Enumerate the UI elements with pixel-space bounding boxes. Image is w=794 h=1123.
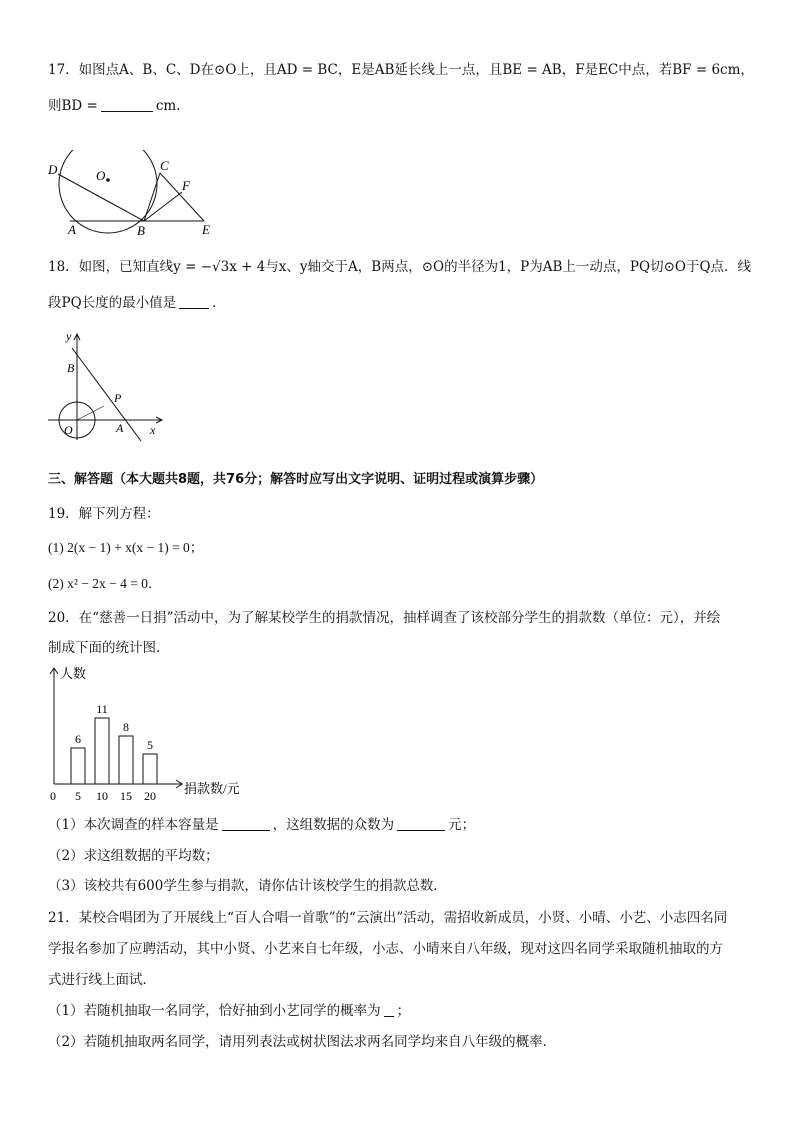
q19-stem: 19．解下列方程：: [48, 506, 160, 522]
q20-part3: （3）该校共有600学生参与捐款，请你估计该校学生的捐款总数．: [48, 878, 447, 894]
bar: [143, 754, 157, 784]
q20-mode-blank: [397, 816, 445, 831]
q21-part1-a: （1）若随机抽取一名同学，恰好抽到小艺同学的概率为: [48, 1003, 381, 1019]
q20-part2: （2）求这组数据的平均数；: [48, 848, 219, 864]
bar: [71, 748, 85, 784]
section-3-title: 三、解答题（本大题共8题，共76分；解答时应写出文字说明、证明过程或演算步骤）: [48, 472, 544, 487]
q21-part2: （2）若随机抽取两名同学，请用列表法或树状图法求两名同学均来自八年级的概率．: [48, 1034, 557, 1050]
bar: [95, 718, 109, 784]
q18-label-b: B: [67, 361, 75, 375]
q17-label-c: C: [160, 158, 169, 173]
q20-line2: 制成下面的统计图．: [48, 640, 170, 656]
q17-line2: [48, 96, 190, 116]
q17-label-o: O: [96, 168, 106, 183]
q18-line2-suffix: ．: [212, 295, 226, 311]
x-tick-label: 5: [75, 789, 81, 803]
q18-label-a: A: [116, 421, 124, 435]
x-tick-label: 10: [96, 789, 108, 803]
q17-label-e: E: [202, 222, 210, 237]
x-tick-label: 20: [144, 789, 156, 803]
q21-line3: 式进行线上面试．: [48, 972, 156, 988]
q17-answer-blank: [101, 97, 153, 112]
q20-bar-chart: [44, 662, 284, 804]
q18-line2: [48, 293, 226, 313]
x-tick-label: 15: [120, 789, 132, 803]
x-axis-label: 捐款数/元: [184, 781, 240, 796]
q18-line1: 18．如图，已知直线y = −√3x + 4与x、y轴交于A，B两点，⊙O的半径为1，P为AB上一动点，PQ切⊙O于Q点．线: [48, 259, 752, 275]
q17-line2-suffix: cm．: [155, 98, 190, 114]
q18-label-x: x: [150, 423, 156, 437]
q18-label-o: O: [64, 423, 73, 437]
q20-part1-b: ，这组数据的众数为: [272, 817, 395, 833]
bar-value-label: 8: [123, 720, 129, 734]
q20-part1-c: 元；: [448, 817, 476, 833]
y-axis-label: 人数: [60, 666, 87, 681]
q21-line1: 21．某校合唱团为了开展线上“百人合唱一首歌”的“云演出”活动，需招收新成员，小贤、小晴、小艺、小志四名同: [48, 910, 728, 926]
q18-label-y: y: [66, 329, 72, 343]
q19-part2: (2) x² − 2x − 4 = 0．: [48, 576, 162, 591]
q18-figure: [44, 328, 174, 446]
q19-part1: (1) 2(x − 1) + x(x − 1) = 0；: [48, 540, 204, 555]
q21-answer-blank: [384, 1002, 394, 1017]
q17-line1: 17．如图点A、B、C、D在⊙O上，且AD = BC，E是AB延长线上一点，且BE = AB，F是EC中点，若BF = 6cm，: [48, 62, 754, 78]
bar: [119, 736, 133, 784]
q18-answer-blank: [179, 294, 209, 309]
q21-part1: [48, 1001, 410, 1021]
q20-part1-a: （1）本次调查的样本容量是: [48, 817, 219, 833]
x-tick-origin: 0: [50, 789, 56, 803]
q17-figure: [44, 150, 220, 238]
q21-part1-b: ；: [396, 1003, 411, 1019]
q20-part1: [48, 815, 475, 835]
q20-line1: 20．在“慈善一日捐”活动中，为了解某校学生的捐款情况，抽样调查了该校部分学生的捐款数（单位：元），并绘: [48, 610, 721, 626]
bar-value-label: 11: [96, 702, 108, 716]
q17-label-b: B: [137, 223, 145, 238]
q18-line2-prefix: 段PQ长度的最小值是: [48, 295, 177, 311]
q17-label-d: D: [48, 162, 58, 177]
q20-sample-blank: [222, 816, 270, 831]
q17-line2-prefix: 则BD =: [48, 98, 98, 114]
q18-label-p: P: [114, 391, 122, 405]
bar-value-label: 5: [147, 738, 153, 752]
q21-line2: 学报名参加了应聘活动，其中小贤、小艺来自七年级，小志、小晴来自八年级，现对这四名同学采取随机抽取的方: [48, 941, 723, 957]
bar-value-label: 6: [75, 732, 81, 746]
q17-label-a: A: [68, 222, 76, 237]
q17-label-f: F: [182, 178, 190, 193]
